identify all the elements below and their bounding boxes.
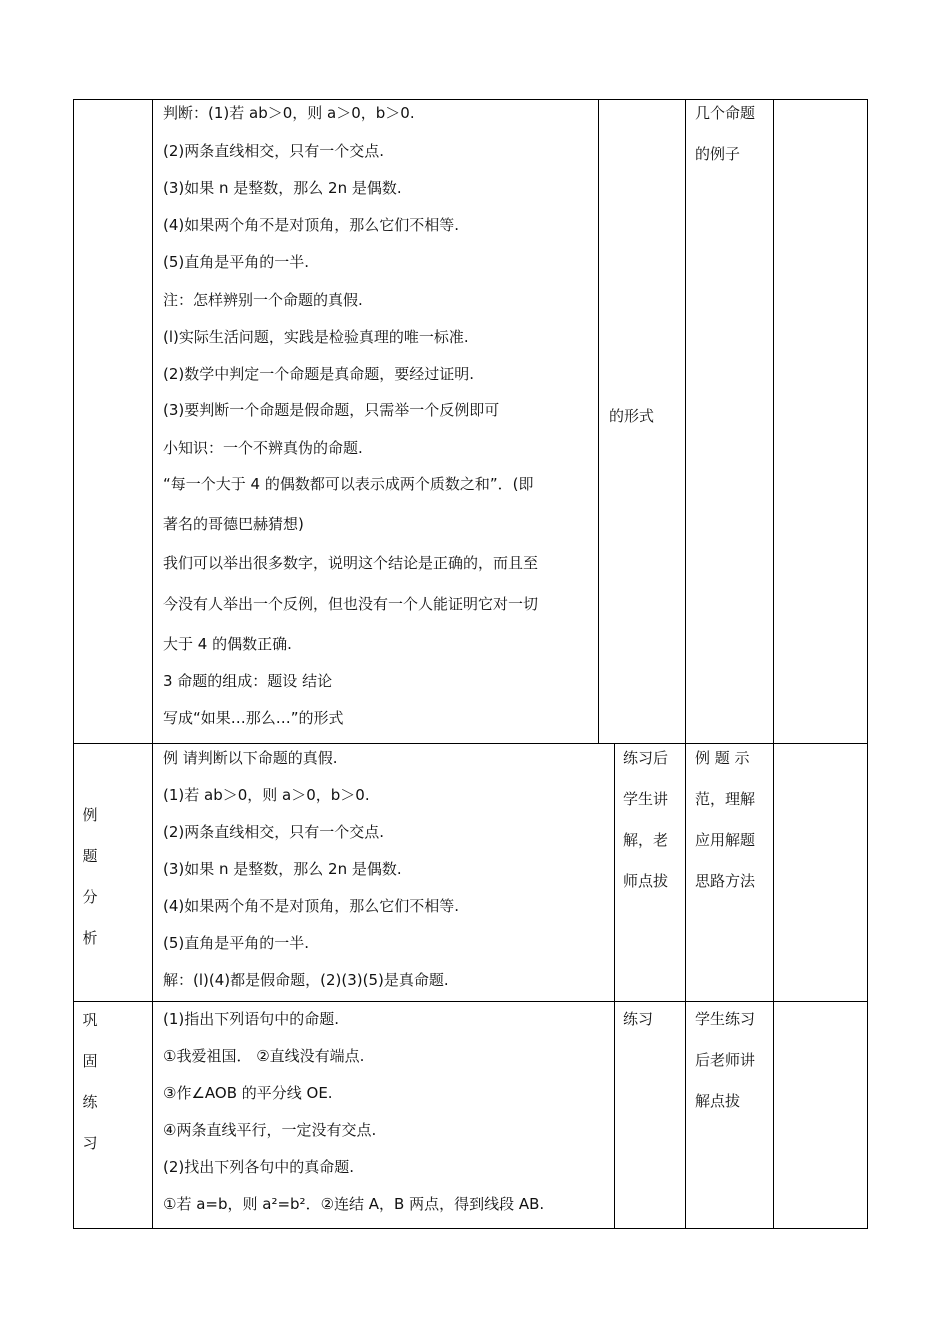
rule-col2-a (598, 99, 599, 744)
content-line: (5)直角是平角的一半. (163, 253, 310, 271)
content-line: (1)若 ab＞0，则 a＞0，b＞0. (163, 786, 370, 804)
purpose-line: 思路方法 (695, 872, 756, 890)
method-line: 解，老 (623, 831, 669, 849)
content-line: (3)如果 n 是整数，那么 2n 是偶数. (163, 860, 402, 878)
purpose-line: 后老师讲 (695, 1051, 756, 1069)
content-line: (4)如果两个角不是对顶角，那么它们不相等. (163, 897, 460, 915)
content-line: 今没有人举出一个反例，但也没有一个人能证明它对一切 (163, 595, 539, 613)
content-line: (2)两条直线相交，只有一个交点. (163, 142, 385, 160)
content-line: (3)要判断一个命题是假命题，只需举一个反例即可 (163, 401, 500, 419)
rule-bottom (73, 1228, 868, 1229)
rule-col1 (152, 99, 153, 1229)
method-line: 练习后 (623, 749, 669, 767)
content-line: 判断：(1)若 ab＞0，则 a＞0，b＞0. (163, 104, 415, 122)
content-line: (3)如果 n 是整数，那么 2n 是偶数. (163, 179, 402, 197)
content-line: 注：怎样辨别一个命题的真假. (163, 291, 363, 309)
label-char: 习 (82, 1134, 98, 1152)
section2-method (623, 748, 668, 912)
content-line: 例 请判断以下命题的真假. (163, 749, 338, 767)
content-line: ③作∠AOB 的平分线 OE. (163, 1084, 333, 1102)
purpose-line: 应用解题 (695, 831, 756, 849)
rule-col3 (685, 99, 686, 1229)
method-line: 练习 (623, 1010, 654, 1028)
content-line: ④两条直线平行，一定没有交点. (163, 1121, 377, 1139)
content-line: (l)实际生活问题，实践是检验真理的唯一标准. (163, 328, 469, 346)
section1-purpose (695, 103, 755, 185)
content-line: 解：(l)(4)都是假命题，(2)(3)(5)是真命题. (163, 971, 449, 989)
section3-label (70, 1010, 110, 1174)
label-char: 巩 (82, 1011, 98, 1029)
purpose-line: 学生练习 (695, 1010, 756, 1028)
label-char: 分 (82, 888, 98, 906)
rule-row2 (73, 1001, 868, 1002)
content-line: 我们可以举出很多数字，说明这个结论是正确的，而且至 (163, 554, 539, 572)
content-line: 小知识：一个不辨真伪的命题. (163, 439, 363, 457)
content-line: (2)找出下列各句中的真命题. (163, 1158, 355, 1176)
content-line: 写成“如果…那么…”的形式 (163, 709, 344, 727)
purpose-line: 的例子 (695, 145, 741, 163)
rule-col2-b (614, 743, 615, 1229)
content-line: ①若 a=b，则 a²=b²．②连结 A，B 两点，得到线段 AB. (163, 1195, 545, 1213)
content-line: ①我爱祖国． ②直线没有端点. (163, 1047, 365, 1065)
label-char: 题 (82, 847, 98, 865)
label-char: 固 (82, 1052, 98, 1070)
method-line: 学生讲 (623, 790, 669, 808)
label-char: 析 (82, 929, 98, 947)
content-line: (1)指出下列语句中的命题. (163, 1010, 340, 1028)
purpose-line: 几个命题 (695, 104, 756, 122)
rule-col4 (773, 99, 774, 1229)
content-line: 著名的哥德巴赫猜想) (163, 515, 304, 533)
purpose-line: 范，理解 (695, 790, 756, 808)
purpose-line: 解点拔 (695, 1092, 741, 1110)
section3-purpose (695, 1009, 755, 1132)
content-line: (2)数学中判定一个命题是真命题，要经过证明. (163, 365, 475, 383)
content-line: “每一个大于 4 的偶数都可以表示成两个质数之和”．(即 (163, 475, 534, 493)
content-line: 3 命题的组成：题设 结论 (163, 672, 333, 690)
section2-label (70, 805, 110, 969)
rule-top (73, 99, 868, 100)
rule-row1 (73, 743, 868, 744)
rule-right (867, 99, 868, 1229)
label-char: 例 (82, 806, 98, 824)
content-line: (4)如果两个角不是对顶角，那么它们不相等. (163, 216, 460, 234)
label-char: 练 (82, 1093, 98, 1111)
purpose-line: 例 题 示 (695, 749, 750, 767)
method-line: 师点拔 (623, 872, 669, 890)
section1-method: 的形式 (609, 407, 655, 425)
section3-method (623, 1009, 653, 1050)
content-line: 大于 4 的偶数正确. (163, 635, 292, 653)
content-line: (5)直角是平角的一半. (163, 934, 310, 952)
section2-purpose (695, 748, 755, 912)
content-line: (2)两条直线相交，只有一个交点. (163, 823, 385, 841)
